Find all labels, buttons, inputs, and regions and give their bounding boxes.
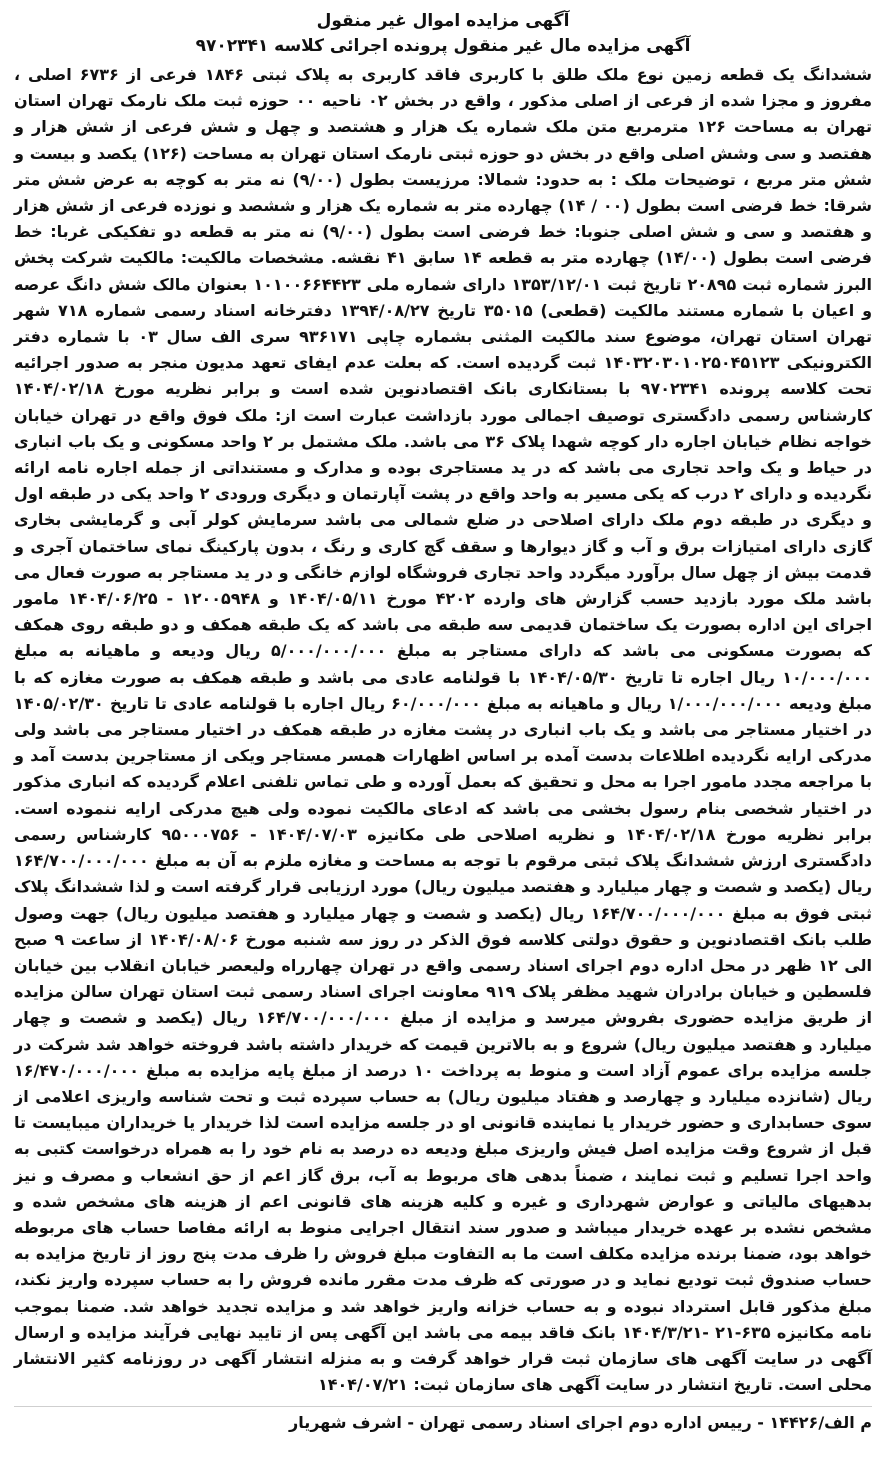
notice-footer: م الف/۱۴۴۲۶ - رییس اداره دوم اجرای اسناد رسمی تهران - اشرف شهریار [14,1406,872,1435]
notice-subtitle: آگهی مزایده مال غیر منقول پرونده اجرائی کلاسه ۹۷۰۲۳۴۱ [195,36,691,56]
auction-notice [14,10,872,1456]
notice-body: ششدانگ یک قطعه زمین نوع ملک طلق با کاربری فاقد کاربری به پلاک ثبتی ۱۸۴۶ فرعی از ۶۷۳۶ اصلی ، مفروز و مجزا شده از فرعی از اصلی مذکور ، واقع در بخش ۰۲ ناحیه ۰۰ حوزه ثبت ملک نارمک تهران استان تهران به مساحت ۱۲۶ مترمربع متن ملک شماره یک هزار و هشتصد و چهل و شش فرعی از شش هزار و هفتصد و سی وشش اصلی واقع در بخش دو حوزه ثبتی نارمک استان تهران به مساحت (۱۲۶) یکصد و بیست و شش متر مربع ، توضیحات ملک : به حدود: شمالا: مرزیست بطول (۹/۰۰) نه متر به کوچه به عرض شش متر شرقا: خط فرضی است بطول (۰۰ / ۱۴) چهارده متر به شماره یک هزار و ششصد و نوزده فرعی از شش هزار و هفتصد و سی و شش اصلی جنوبا: خط فرضی است بطول (۹/۰۰) نه متر به قطعه دو تفکیکی غربا: خط فرضی است بطول (۱۴/۰۰) چهارده متر به قطعه ۱۴ سابق ۴۱ نقشه. مشخصات مالکیت: مالکیت شرکت پخش البرز شماره ثبت ۲۰۸۹۵ تاریخ ثبت ۱۳۵۳/۱۲/۰۱ دارای شماره ملی ۱۰۱۰۰۶۶۴۴۲۳ بعنوان مالک شش دانگ عرصه و اعیان با شماره مستند مالکیت (قطعی) ۳۵۰۱۵ تاریخ ۱۳۹۴/۰۸/۲۷ دفترخانه اسناد رسمی شماره ۷۱۸ شهر تهران استان تهران، موضوع سند مالکیت المثنی بشماره چاپی ۹۳۶۱۷۱ سری الف سال ۰۳ با شماره دفتر الکترونیکی ۱۴۰۳۲۰۳۰۱۰۲۵۰۴۵۱۲۳ ثبت گردیده است. که بعلت عدم ایفای تعهد مدیون منجر به صدور اجرائیه تحت کلاسه پرونده ۹۷۰۲۳۴۱ با بستانکاری بانک اقتصادنوین شده است و برابر نظریه مورخ ۱۴۰۴/۰۲/۱۸ کارشناس رسمی دادگستری توصیف اجمالی مورد بازداشت عبارت است از: ملک فوق واقع در تهران خیابان خواجه نظام خیابان اجاره دار کوچه شهدا پلاک ۳۶ می باشد. ملک مشتمل بر ۲ واحد مسکونی و یک باب انباری در حیاط و یک واحد تجاری می باشد که در ید مستاجری بوده و مدارک و مستنداتی از جمله اجاره نامه ارائه نگردیده و دارای ۲ درب که یکی مسیر به واحد واقع در پشت آپارتمان و دیگری ورودی ۲ واحد یکی در طبقه اول و دیگری در طبقه دوم ملک دارای اصلاحی در ضلع شمالی می باشد سرمایش کولر آبی و گرمایشی بخاری گازی دارای امتیازات برق و آب و گاز دیوارها و سقف گچ کاری و رنگ ، بدون پارکینگ نمای ساختمان آجری و قدمت بیش از چهل سال برآورد میگردد واحد تجاری فروشگاه لوازم خانگی و در ید مستاجر به صورت فعال می باشد ملک مورد بازدید حسب گزارش های وارده ۴۲۰۲ مورخ ۱۴۰۴/۰۵/۱۱ و ۱۲۰۰۵۹۴۸ - ۱۴۰۴/۰۶/۲۵ مامور اجرای این اداره بصورت یک ساختمان قدیمی سه طبقه می باشد که یک طبقه همکف و دو طبقه روی همکف که بصورت مسکونی می باشد که دارای مستاجر به مبلغ ۵/۰۰۰/۰۰۰/۰۰۰ ریال ودیعه و ماهیانه به مبلغ ۱۰/۰۰۰/۰۰۰ ریال اجاره تا تاریخ ۱۴۰۴/۰۵/۳۰ با قولنامه عادی می باشد و طبقه همکف به صورت مغازه که با مبلغ ودیعه ۱/۰۰۰/۰۰۰/۰۰۰ ریال و ماهیانه به مبلغ ۶۰/۰۰۰/۰۰۰ ریال اجاره با قولنامه عادی تا تاریخ ۱۴۰۵/۰۲/۳۰ در اختیار مستاجر می باشد و یک باب انباری در پشت مغازه در طبقه همکف در اختیار مستاجر می باشد ولی مدرکی ارایه نگردیده اطلاعات بدست آمده بر اساس اظهارات همسر مستاجر ویکی از مستاجرین بدست آمد و با مراجعه مجدد مامور اجرا به محل و تحقیق که بعمل آورده و طی تماس تلفنی اعلام گردیده که انباری مذکور در اختیار شخصی بنام رسول بخشی می باشد که ادعای مالکیت نموده ولی هیچ مدرکی ارایه ننموده است. برابر نظریه مورخ ۱۴۰۴/۰۲/۱۸ و نظریه اصلاحی طی مکانیزه ۱۴۰۴/۰۷/۰۳ - ۹۵۰۰۰۷۵۶ کارشناس رسمی دادگستری ارزش ششدانگ پلاک ثبتی مرقوم با توجه به مساحت و مغازه ملزم به آن به مبلغ ۱۶۴/۷۰۰/۰۰۰/۰۰۰ ریال (یکصد و شصت و چهار میلیارد و هفتصد میلیون ریال) مورد ارزیابی قرار گرفته است و لذا ششدانگ پلاک ثبتی فوق به مبلغ ۱۶۴/۷۰۰/۰۰۰/۰۰۰ ریال (یکصد و شصت و چهار میلیارد و هفتصد میلیون ریال) جهت وصول طلب بانک اقتصادنوین و حقوق دولتی کلاسه فوق الذکر در روز سه شنبه مورخ ۱۴۰۴/۰۸/۰۶ از ساعت ۹ صبح الی ۱۲ ظهر در محل اداره دوم اجرای اسناد رسمی واقع در تهران چهارراه ولیعصر خیابان انقلاب بین خیابان فلسطین و خیابان برادران شهید مظفر پلاک ۹۱۹ معاونت اجرای اسناد رسمی ثبت استان تهران سالن مزایده از طریق مزایده حضوری بفروش میرسد و مزایده از مبلغ ۱۶۴/۷۰۰/۰۰۰/۰۰۰ ریال (یکصد و شصت و چهار میلیارد و هفتصد میلیون ریال) شروع و به بالاترین قیمت که خریدار داشته باشد فروخته خواهد شد شرکت در جلسه مزایده برای عموم آزاد است و منوط به پرداخت ۱۰ درصد از مبلغ پایه مزایده به مبلغ ۱۶/۴۷۰/۰۰۰/۰۰۰ ریال (شانزده میلیارد و چهارصد و هفتاد میلیون ریال) به حساب سپرده ثبت و تحت شناسه واریزی اعلامی از سوی حسابداری و حضور خریدار یا نماینده قانونی او در جلسه مزایده است لذا خریدار یا خریداران میبایست تا قبل از شروع وقت مزایده اصل فیش واریزی مبلغ ودیعه ده درصد به نام خود را به همراه درخواست کتبی به واحد اجرا تسلیم و ثبت نمایند ، ضمناً بدهی های مربوط به آب، برق گاز اعم از حق انشعاب و مصرف و نیز بدهیهای مالیاتی و عوارض شهرداری و غیره و کلیه هزینه های قانونی اعم از هزینه های مشخص شده و مشخص نشده بر عهده خریدار میباشد و صدور سند انتقال اجرایی منوط به ارائه مفاصا حساب های مربوطه خواهد بود، ضمنا برنده مزایده مکلف است ما به التفاوت مبلغ فروش را ظرف مدت پنج روز از تاریخ مزایده به حساب صندوق ثبت توديع نماید و در صورتی که ظرف مدت مقرر مانده فروش را به حساب سپرده واریز نکند، مبلغ مذکور قابل استرداد نبوده و به حساب خزانه واریز خواهد شد و مزایده تجدید خواهد شد. ضمنا بموجب نامه مکانیزه ۶۳۵-۲۱ -۱۴۰۴/۳/۲۱ بانک فاقد بیمه می باشد این آگهی پس از تایید نهایی فرآیند مزایده و ارسال آگهی در سایت آگهی های سازمان ثبت قرار خواهد گرفت و به منزله انتشار آگهی در روزنامه کثیر الانتشار محلی است. تاریخ انتشار در سایت آگهی های سازمان ثبت: ۱۴۰۴/۰۷/۲۱ [14,65,873,1395]
notice-title: آگهی مزایده اموال غیر منقول [316,11,570,31]
